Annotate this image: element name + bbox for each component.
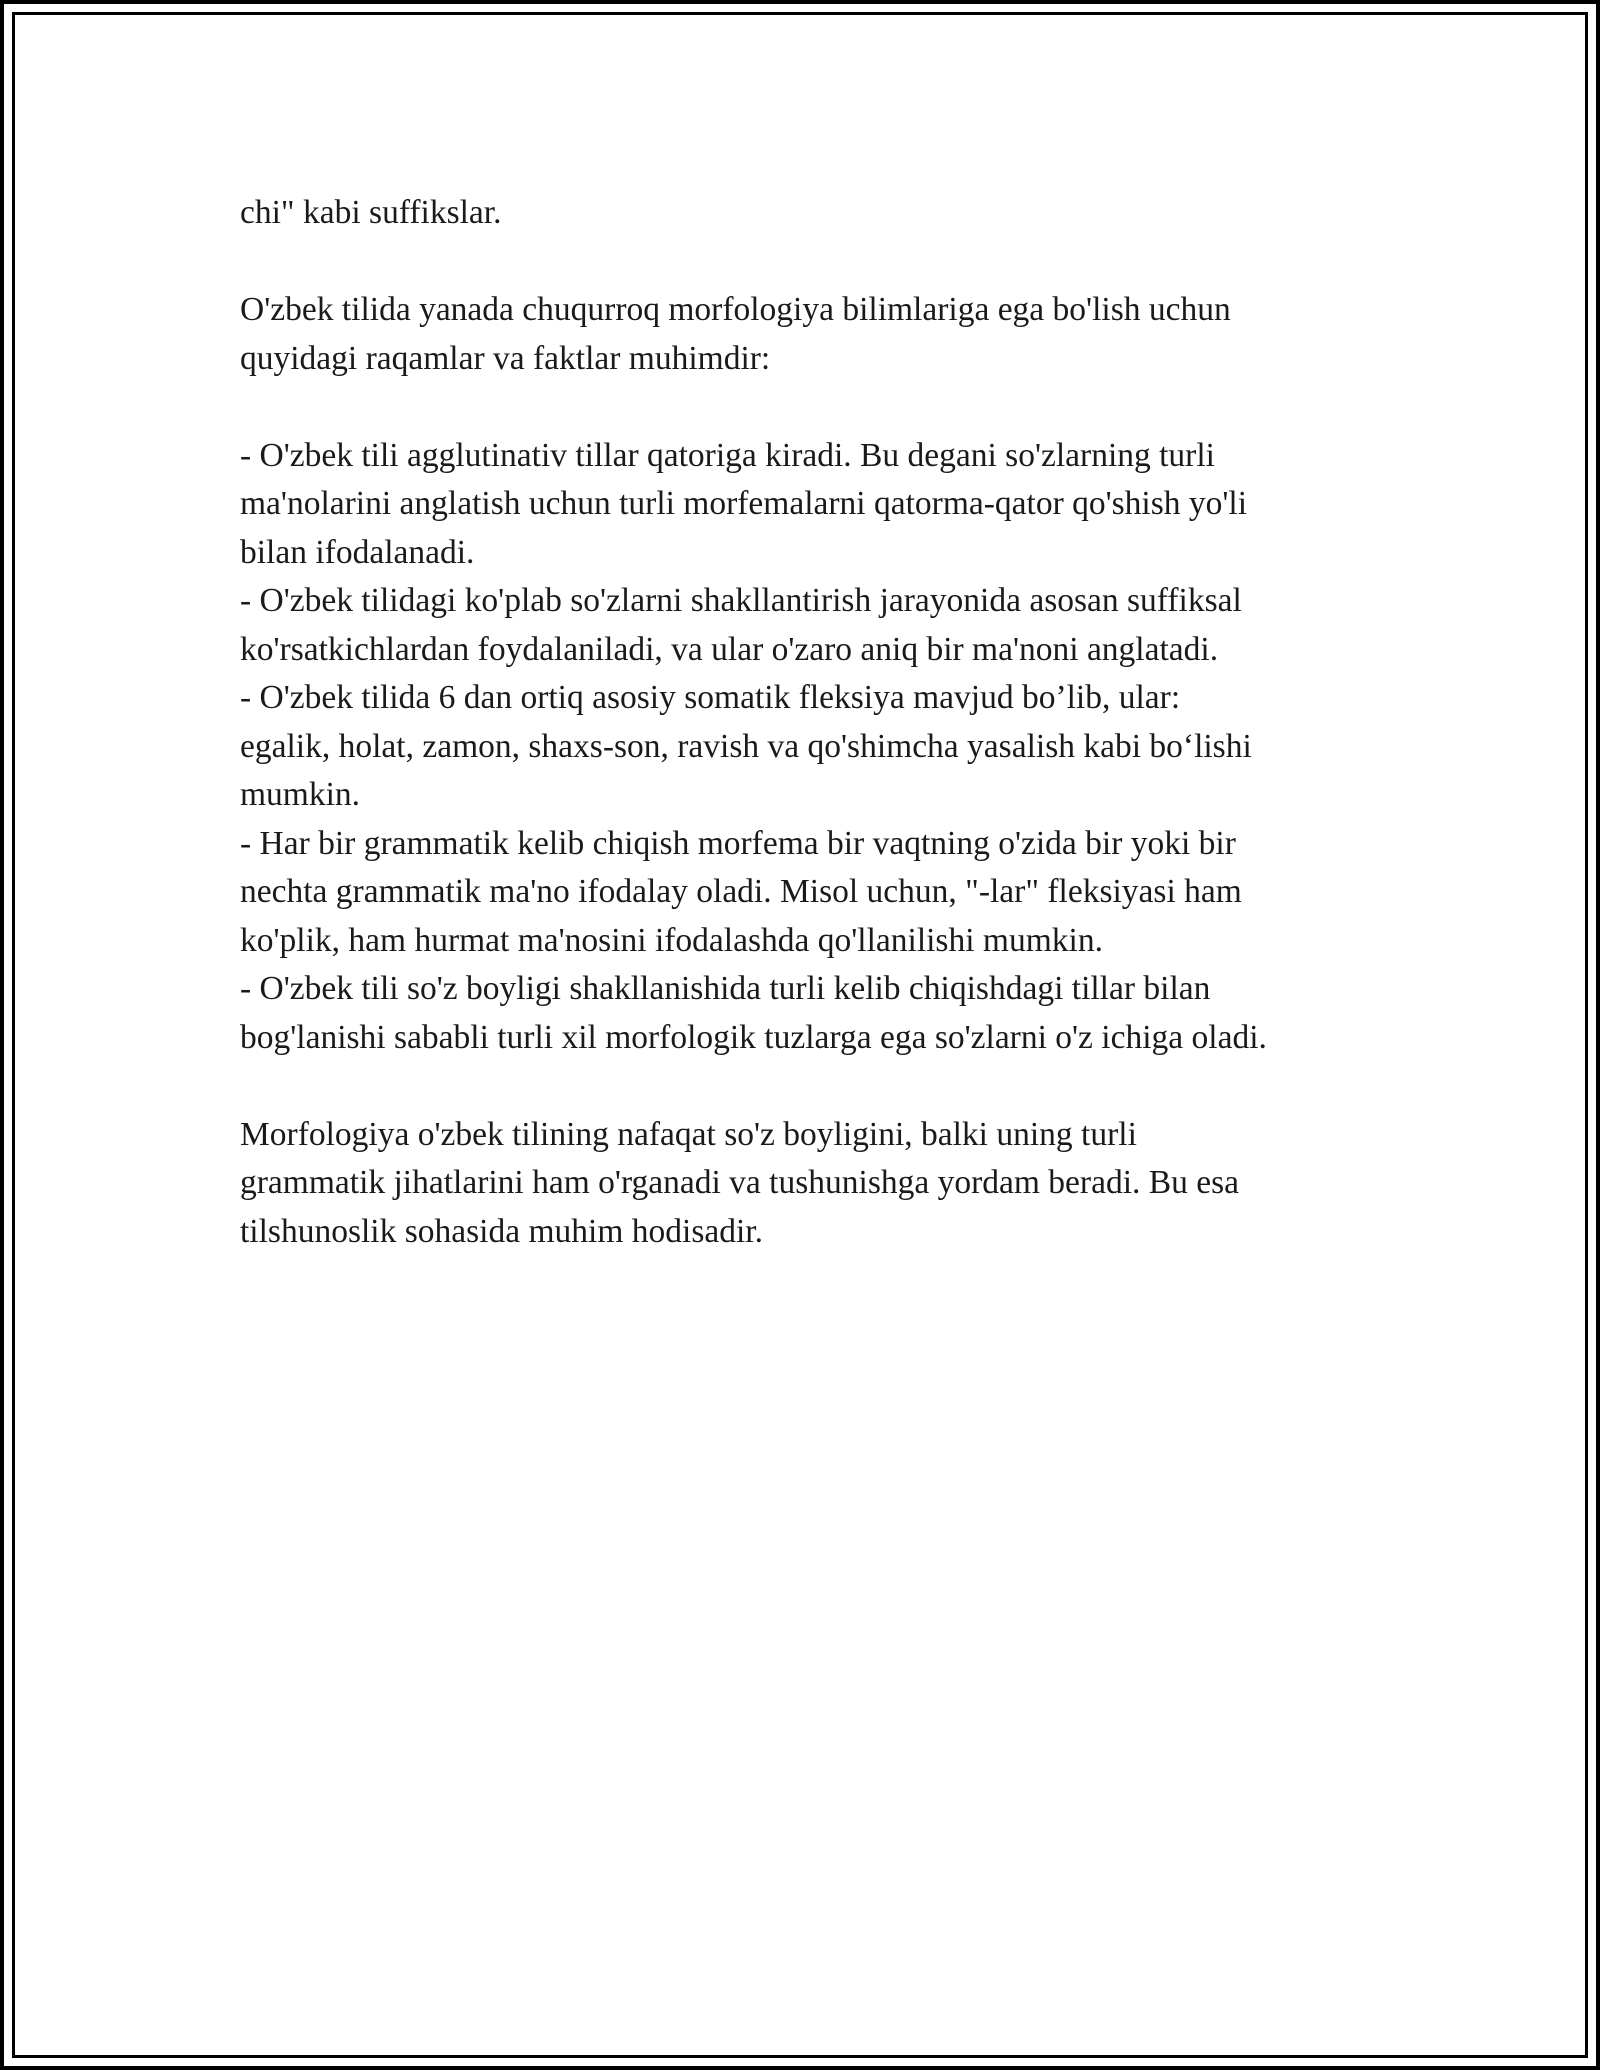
text-line: ko'rsatkichlardan foydalaniladi, va ular o'zaro aniq bir ma'noni anglatadi.	[240, 630, 1219, 668]
text-line: quyidagi raqamlar va faktlar muhimdir:	[240, 339, 771, 377]
fact-list	[240, 432, 1390, 1063]
text-line: - O'zbek tilidagi ko'plab so'zlarni shakllantirish jarayonida asosan suffiksal	[240, 582, 1242, 619]
list-item	[240, 820, 1390, 966]
text-line: egalik, holat, zamon, shaxs-son, ravish va qo'shimcha yasalish kabi bo‘lishi	[240, 727, 1252, 765]
list-item	[240, 577, 1390, 674]
text-line: - O'zbek tilida 6 dan ortiq asosiy somatik fleksiya mavjud bo’lib, ular:	[240, 679, 1181, 716]
text-line: - O'zbek tili so'z boyligi shakllanishida turli kelib chiqishdagi tillar bilan	[240, 970, 1211, 1007]
list-item	[240, 965, 1390, 1062]
text-line: bog'lanishi sababli turli xil morfologik tuzlarga ega so'zlarni o'z ichiga oladi.	[240, 1018, 1267, 1056]
text-line: - Har bir grammatik kelib chiqish morfema bir vaqtning o'zida bir yoki bir	[240, 824, 1236, 862]
text-line: chi" kabi suffikslar.	[240, 194, 502, 231]
text-line: nechta grammatik ma'no ifodalay oladi. Misol uchun, "-lar" fleksiyasi ham	[240, 873, 1242, 910]
document-body	[240, 189, 1390, 1305]
list-item	[240, 432, 1390, 578]
paragraph-intro	[240, 286, 1390, 383]
text-line: tilshunoslik sohasida muhim hodisadir.	[240, 1212, 763, 1250]
text-line: grammatik jihatlarini ham o'rganadi va tushunishga yordam beradi. Bu esa	[240, 1164, 1239, 1201]
text-line: O'zbek tilida yanada chuqurroq morfologiya bilimlariga ega bo'lish uchun	[240, 291, 1231, 328]
text-line: - O'zbek tili agglutinativ tillar qatoriga kiradi. Bu degani so'zlarning turli	[240, 436, 1215, 474]
list-item	[240, 674, 1390, 820]
text-line: Morfologiya o'zbek tilining nafaqat so'z boyligini, balki uning turli	[240, 1115, 1137, 1153]
text-line: mumkin.	[240, 776, 361, 813]
text-line: bilan ifodalanadi.	[240, 533, 475, 571]
text-line: ma'nolarini anglatish uchun turli morfemalarni qatorma-qator qo'shish yo'li	[240, 485, 1248, 522]
text-line: ko'plik, ham hurmat ma'nosini ifodalashda qo'llanilishi mumkin.	[240, 921, 1103, 959]
paragraph-closing	[240, 1111, 1390, 1257]
paragraph-continuation	[240, 189, 1390, 238]
